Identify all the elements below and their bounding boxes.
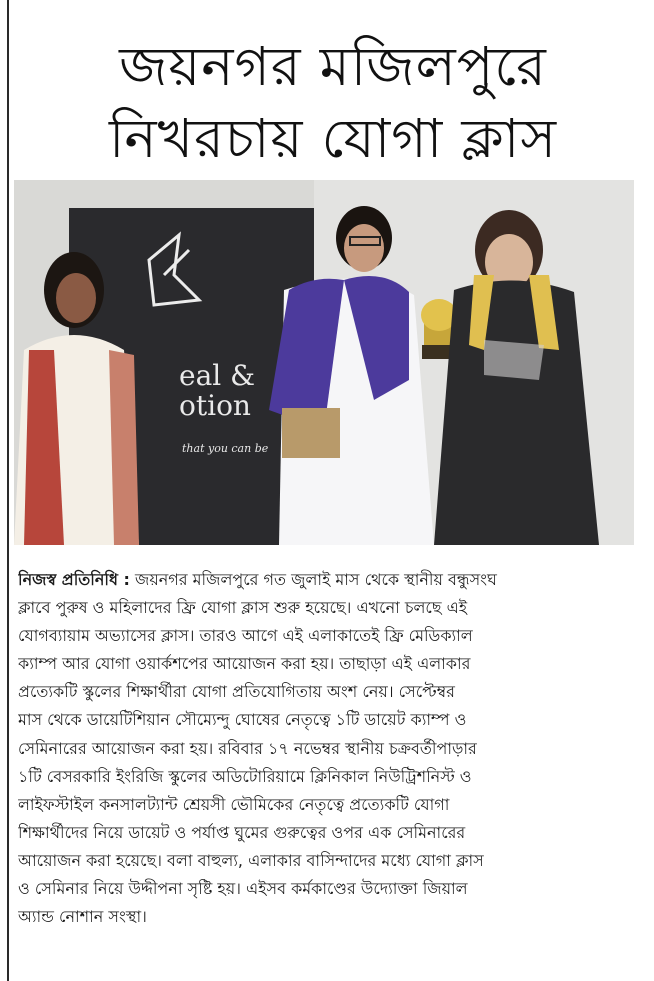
banner-text-2: otion — [179, 389, 251, 422]
column-rule — [7, 0, 9, 981]
news-photo — [14, 180, 634, 545]
article-line: ও সেমিনার নিয়ে উদ্দীপনা সৃষ্টি হয়। এইসব কর্মকাণ্ডের উদ্যোক্তা জিয়াল — [18, 879, 468, 899]
article-line: মাস থেকে ডায়েটিশিয়ান সৌম্যেন্দু ঘোষের নেতৃত্বে ১টি ডায়েট ক্যাম্প ও — [18, 710, 467, 730]
article-body — [18, 566, 648, 931]
banner-tagline: that you can be — [182, 442, 269, 455]
article-line: লাইফস্টাইল কনসালট্যান্ট শ্রেয়সী ভৌমিকের নেতৃত্বে প্রত্যেকটি যোগা — [18, 794, 450, 814]
article-line: ১টি বেসরকারি ইংরিজি স্কুলের অডিটোরিয়ামে ক্লিনিকাল নিউট্রিশনিস্ট ও — [18, 766, 472, 786]
article-line-text: জয়নগর মজিলপুরে গত জুলাই মাস থেকে স্থানীয় বন্ধুসংঘ — [129, 570, 497, 589]
headline-line-2: নিখরচায় যোগা ক্লাস — [108, 107, 558, 171]
article-line — [18, 566, 648, 594]
article-line: যোগব্যায়াম অভ্যাসের ক্লাস। তারও আগে এই এলাকাতেই ফ্রি মেডিক্যাল — [18, 626, 473, 646]
article-line: ক্লাবে পুরুষ ও মহিলাদের ফ্রি যোগা ক্লাস শুরু হয়েছে। এখনো চলছে এই — [18, 598, 468, 618]
article-line: প্রত্যেকটি স্কুলের শিক্ষার্থীরা যোগা প্রতিযোগিতায় অংশ নেয়। সেপ্টেম্বর — [18, 682, 455, 702]
headline-line-1: জয়নগর মজিলপুরে — [119, 35, 547, 99]
article-line: ক্যাম্প আর যোগা ওয়ার্কশপের আয়োজন করা হয়। তাছাড়া এই এলাকার — [18, 654, 471, 674]
headline — [12, 31, 654, 181]
banner-text-1: eal & — [179, 359, 256, 392]
news-photo-illustration — [14, 180, 634, 545]
article-line: শিক্ষার্থীদের নিয়ে ডায়েট ও পর্যাপ্ত ঘুমের গুরুত্বের ওপর এক সেমিনারের — [18, 822, 466, 842]
article-line: সেমিনারের আয়োজন করা হয়। রবিবার ১৭ নভেম্বর স্থানীয় চক্রবর্তীপাড়ার — [18, 738, 477, 758]
article-line: আয়োজন করা হয়েছে। বলা বাহুল্য, এলাকার বাসিন্দাদের মধ্যে যোগা ক্লাস — [18, 850, 484, 870]
article-line: অ্যান্ড নোশান সংস্থা। — [18, 907, 147, 927]
byline: নিজস্ব প্রতিনিধি : — [18, 570, 130, 589]
